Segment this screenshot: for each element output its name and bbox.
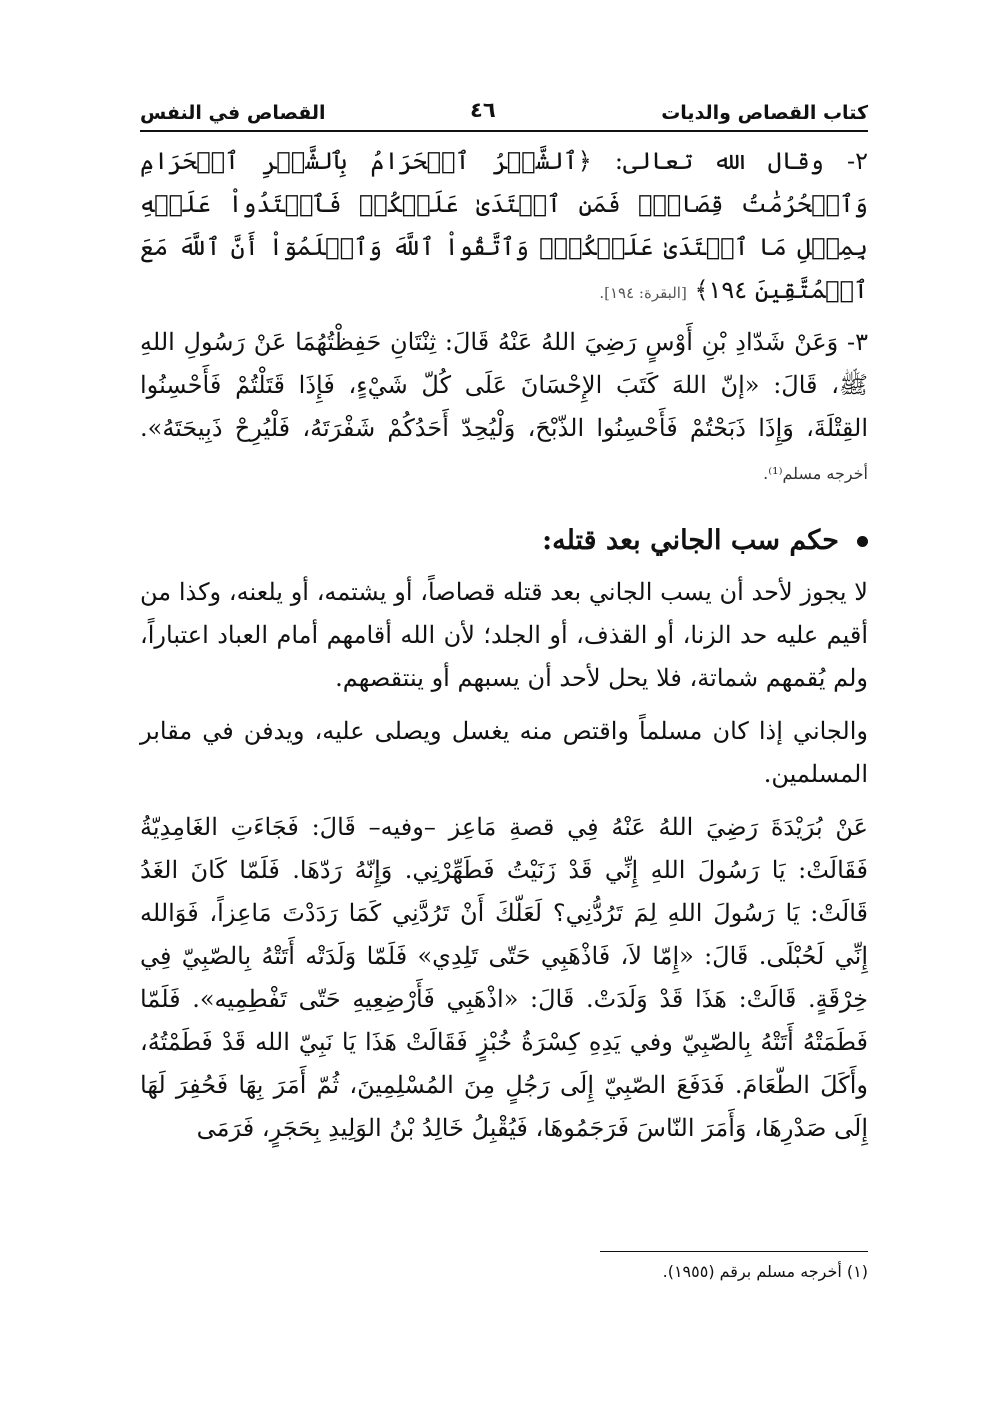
hadith-reference: أخرجه مسلم⁽¹⁾. — [763, 464, 868, 483]
section-paragraph: والجاني إذا كان مسلماً واقتص منه يغسل ويصلى عليه، ويدفن في مقابر المسلمين. — [140, 717, 868, 788]
verse-text: ٢- وقال الله تعالى: ﴿ٱلشَّهۡرُ ٱلۡحَرَامُ بِٱلشَّهۡرِ ٱلۡحَرَامِ وَٱلۡحُرُمَٰتُ قِصَاصٞۚ فَمَنِ ٱعۡتَدَىٰ عَلَيۡكُمۡ فَٱعۡتَدُواْ عَلَيۡهِ بِمِثۡلِ مَا ٱعۡتَدَىٰ عَلَيۡكُمۡۚ وَٱتَّقُواْ ٱللَّهَ وَٱعۡلَمُوٓاْ أَنَّ ٱللَّهَ مَعَ ٱلۡمُتَّقِينَ ١٩٤﴾ — [140, 147, 868, 304]
header-rule — [140, 130, 868, 132]
quran-verse-item — [140, 140, 868, 315]
hadith-item — [140, 321, 868, 495]
page-header — [140, 98, 868, 128]
section-paragraph: عَنْ بُرَيْدَةَ رَضِيَ اللهُ عَنْهُ فِي قصةِ مَاعِز –وفيه– قَالَ: فَجَاءَتِ الغَامِدِيّةُ فَقَالَتْ: يَا رَسُولَ اللهِ إِنِّي قَدْ زَنَيْتُ فَطَهِّرْنِي. وَإِنّهُ رَدّهَا. فَلَمّا كَانَ الغَدُ قَالَتْ: يَا رَسُولَ اللهِ لِمَ تَرُدُّنِي؟ لَعَلّكَ أَنْ تَرُدَّنِي كَمَا رَدَدْتَ مَاعِزاً، فَوَالله إِنِّي لَحُبْلَى. قَالَ: «إِمّا لاَ، فَاذْهَبِي حَتّى تَلِدِي» فَلَمّا وَلَدَتْه أَتَتْهُ بِالصّبِيّ فِي خِرْقَةٍ. قَالَتْ: هَذَا قَدْ وَلَدَتْ. قَالَ: «اذْهَبِي فَأَرْضِعِيهِ حَتّى تَفْطِمِيه». فَلَمّا فَطَمَتْهُ أَتَتْهُ بِالصّبِيّ وفي يَدِهِ كِسْرَةُ خُبْزٍ فَقَالَتْ هَذَا يَا نَبِيّ الله قَدْ فَطَمْتُهُ، وأَكَلَ الطّعَامَ. فَدَفَعَ الصّبِيّ إِلَى رَجُلٍ مِنَ المُسْلِمِينَ، ثُمّ أَمَرَ بِهَا فَحُفِرَ لَهَا إِلَى صَدْرِهَا، وَأَمَرَ النّاسَ فَرَجَمُوهَا، فَيُقْبِلُ خَالِدُ بْنُ الوَلِيدِ بِحَجَرٍ، فَرَمَى — [140, 813, 869, 1142]
chapter-title: القصاص في النفس — [140, 102, 326, 124]
hadith-text: ٣- وَعَنْ شَدّادِ بْنِ أَوْسٍ رَضِيَ اللهُ عَنْهُ قَالَ: ثِنْتَانِ حَفِظْتُهُمَا عَنْ رَسُولِ اللهِ ﷺ، قَالَ: «إنّ اللهَ كَتَبَ الإِحْسَانَ عَلَى كُلّ شَيْءٍ، فَإِذَا قَتَلْتُمْ فَأَحْسِنُوا القِتْلَةَ، وَإِذَا ذَبَحْتُمْ فَأَحْسِنُوا الذّبْحَ، وَلْيُحِدّ أَحَدُكُمْ شَفْرَتَهُ، فَلْيُرِحْ ذَبِيحَتَهُ». — [140, 328, 868, 442]
section-paragraph: لا يجوز لأحد أن يسب الجاني بعد قتله قصاصاً، أو يشتمه، أو يلعنه، وكذا من أقيم عليه حد الزنا، أو القذف، أو الجلد؛ لأن الله أقامهم أمام العباد اعتباراً، ولم يُقمهم شماتة، فلا يحل لأحد أن يسبهم أو ينتقصهم. — [140, 578, 868, 692]
section-heading — [140, 517, 868, 565]
book-title: كتاب القصاص والديات — [661, 102, 868, 124]
page-body — [140, 140, 868, 1160]
page-number: ٤٦ — [470, 98, 496, 122]
bullet-icon — [857, 536, 868, 547]
section-title: حكم سب الجاني بعد قتله: — [542, 525, 839, 556]
footnote-rule — [600, 1251, 868, 1252]
verse-reference: [البقرة: ١٩٤]. — [599, 284, 687, 302]
footnote: (١) أخرجه مسلم برقم (١٩٥٥). — [662, 1262, 868, 1281]
